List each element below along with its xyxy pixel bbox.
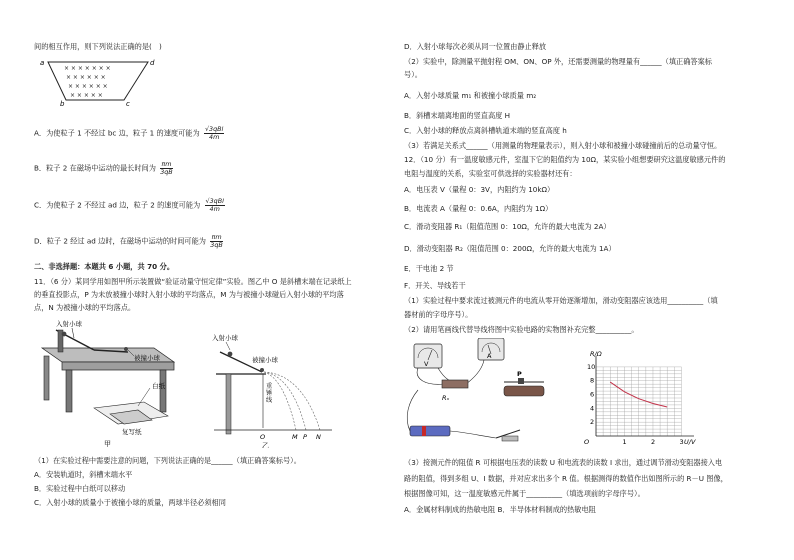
yi-caption: 乙 <box>262 442 269 448</box>
yi-label-incident: 入射小球 <box>212 334 238 342</box>
rheostat-p-label: P <box>517 370 522 378</box>
svg-text:× × × × × ×: × × × × × × <box>66 74 106 81</box>
r-line15: F．开关、导线若干 <box>404 281 466 290</box>
jia-label-hit: 被撞小球 <box>134 354 160 362</box>
r-line20: 路的阻值，得到多组 U、I 数据，并对应求出多个 R 值。根据测得的数值作出如图所示的 R－U 图像， <box>404 474 728 483</box>
svg-text:× × × × ×: × × × × × <box>70 92 103 99</box>
yi-N: N <box>316 433 321 441</box>
graph-ticks <box>587 363 684 446</box>
graph-xlabel: U/V <box>684 438 696 446</box>
rx-label: Rₓ <box>442 394 450 402</box>
graph-axes <box>596 356 694 436</box>
label-d: d <box>150 59 155 67</box>
q11-line2: 的垂直投影点，P 为未放被撞小球时入射小球的平均落点，M 为与被撞小球碰后入射小球的平均落 <box>34 290 344 299</box>
r-line10: A．电压表 V（量程 0：3V，内阻约为 10kΩ） <box>404 185 555 194</box>
svg-text:× × × × × ×: × × × × × × <box>68 83 108 90</box>
r-line16: （1）实验过程中要求流过被测元件的电流从零开始逐渐增加，滑动变阻器应该选用__________（填 <box>404 296 718 305</box>
y-tick-label: 4 <box>590 404 595 413</box>
y-tick-label: 6 <box>590 390 595 399</box>
q11-line3: 点，N 为被撞小球的平均落点。 <box>34 303 136 312</box>
r-line14: E．干电池 2 节 <box>404 264 454 273</box>
q11-part1-b: B．实验过程中白纸可以移动 <box>34 484 126 493</box>
r-line12: C．滑动变阻器 R₁（阻值范围 0：10Ω，允许的最大电流为 2A） <box>404 222 611 231</box>
graph-grid <box>596 367 681 436</box>
right-column <box>404 0 764 560</box>
apparatus-figure-yi <box>206 332 336 448</box>
apparatus-figure-jia <box>34 316 194 448</box>
r-line5: B．斜槽末端离地面的竖直高度 H <box>404 111 511 120</box>
ammeter-label: A <box>487 352 492 360</box>
jia-label-copy: 复写纸 <box>122 428 142 436</box>
option-b-fraction: $\frac{\pi m}{3qB}$ <box>160 160 173 177</box>
y-tick-label: 2 <box>590 418 595 427</box>
label-b: b <box>60 100 65 106</box>
yi-label-line: 重锤线 <box>266 383 273 404</box>
r-line9: 电阻与温度的关系，实验室可供选择的实验器材还有： <box>404 169 577 178</box>
option-d <box>34 234 223 249</box>
q11-line1: 11．（6 分）某同学用如图甲所示装置做“验证动量守恒定律”实验。图乙中 O 是斜槽末端在记录纸上 <box>34 277 352 286</box>
y-tick-label: 10 <box>587 362 596 371</box>
svg-text:× × × × × × ×: × × × × × × × <box>64 65 111 72</box>
q11-part1-c: C．入射小球的质量小于被撞小球的质量，两球半径必须相同 <box>34 498 226 507</box>
option-a <box>34 126 224 141</box>
option-c-fraction: $\frac{\text{√3qBl}}{4m}$ <box>205 197 224 214</box>
r-line4: A．入射小球质量 m₁ 和被撞小球质量 m₂ <box>404 91 537 100</box>
voltmeter-label: V <box>424 360 429 368</box>
option-a-fraction: $\frac{\text{√3qBl}}{4m}$ <box>204 125 224 142</box>
graph-origin: O <box>584 438 590 446</box>
section-heading: 二、非选择题：本题共 6 小题，共 70 分。 <box>34 262 175 271</box>
graph-ylabel: R/Ω <box>590 350 602 358</box>
y-tick-label: 8 <box>590 376 595 385</box>
trapezoid-field-figure <box>38 56 158 106</box>
r-line11: B．电流表 A（量程 0：0.6A，内阻约为 1Ω） <box>404 204 553 213</box>
r-line8: 12．（10 分）有一温度敏感元件，室温下它的阻值约为 10Ω，某实验小组想要研究这温度敏感元件的 <box>404 155 726 164</box>
label-c: c <box>126 100 130 106</box>
x-tick-label: 2 <box>650 438 656 446</box>
r-u-graph <box>572 344 700 448</box>
r-line6: C．入射小球的释放点离斜槽轨道末端的竖直高度 h <box>404 126 567 135</box>
r-line21: 根据图像可知，这一温度敏感元件属于__________（填选项前的字母序号）。 <box>404 489 645 498</box>
q11-part1-a: A．安装轨道时，斜槽末端水平 <box>34 470 133 479</box>
x-tick-label: 1 <box>622 438 627 446</box>
left-column <box>34 0 394 560</box>
jia-label-incident: 入射小球 <box>56 320 82 328</box>
field-crosses <box>64 65 111 99</box>
option-c <box>34 198 225 213</box>
r-line18: （2）请用笔画线代替导线将图中实验电路的实物图补充完整__________。 <box>404 325 639 334</box>
question-intro: 间的相互作用，则下列说法正确的是( ) <box>34 42 162 51</box>
jia-label-white: 白纸 <box>152 382 165 390</box>
r-line13: D．滑动变阻器 R₂（阻值范围 0：200Ω，允许的最大电流为 1A） <box>404 244 616 253</box>
option-d-text: D．粒子 2 经过 ad 边时，在磁场中运动的时间可能为 <box>34 236 206 246</box>
x-tick-label: 3 <box>679 438 684 446</box>
r-line7: （3）若满足关系式______（用测量的物理量表示），则入射小球和被撞小球碰撞前后的总动量守恒。 <box>404 141 722 150</box>
yi-label-hit: 被撞小球 <box>252 356 278 364</box>
option-b-text: B．粒子 2 在磁场中运动的最长时间为 <box>34 163 156 173</box>
jia-caption: 甲 <box>104 440 111 448</box>
label-a: a <box>40 59 45 67</box>
q11-part1: （1）在实验过程中需要注意的问题，下列说法正确的是______（填正确答案标号）。 <box>34 456 301 465</box>
yi-P: P <box>303 433 307 441</box>
r-line2: （2）实验中，除测量平抛射程 OM、ON、OP 外，还需要测量的物理量有______（填正确答案标 <box>404 57 712 66</box>
yi-M: M <box>292 433 298 441</box>
r-line17: 器材前的字母序号）。 <box>404 310 473 319</box>
r-line1: D．入射小球每次必须从同一位置由静止释放 <box>404 42 547 51</box>
r-line22: A．金属材料制成的热敏电阻 B．半导体材料制成的热敏电阻 <box>404 505 596 514</box>
option-b <box>34 161 173 176</box>
r-line3: 号）。 <box>404 70 422 79</box>
yi-O: O <box>260 433 266 441</box>
option-a-text: A．为使粒子 1 不经过 bc 边，粒子 1 的速度可能为 <box>34 128 200 138</box>
option-d-fraction: $\frac{\pi m}{3qB}$ <box>210 233 223 250</box>
r-line19: （3）接测元件的阻值 R 可根据电压表的读数 U 和电流表的读数 I 求出，通过调节滑动变阻器接入电 <box>404 458 723 467</box>
option-c-text: C．为使粒子 2 不经过 ad 边，粒子 2 的速度可能为 <box>34 200 201 210</box>
circuit-figure <box>404 338 564 448</box>
